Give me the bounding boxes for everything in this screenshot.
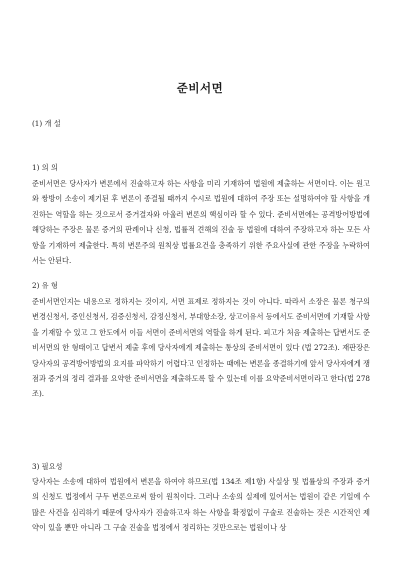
document-title: 준비서면: [176, 81, 224, 95]
subheading-necessity: 3) 필요성: [32, 462, 63, 471]
subheading-types: 2) 유 형: [32, 281, 58, 290]
paragraph-necessity: 당사자는 소송에 대하여 법원에서 변론을 하여야 하므로(법 134조 제1항) 사실상 및 법률상의 주장과 증거의 신청도 법정에서 구두 변론으로써 함이 원칙이다. 그러나 소송의 실제에 있어서는 법원이 같은 기일에 수많은 사건을 심리하기 때문에 당사자가 진술하고자 하는 사항을 확정없이 구술로 진술하는 것은 시간적인 제약이 있을 뿐만 아니라 그 구술 진술을 법정에서 정리하는 것만으로는 법원이나 상: [32, 477, 370, 533]
paragraph-meaning: 준비서면은 당사자가 변론에서 진술하고자 하는 사항을 미리 기재하여 법원에 제출하는 서면이다. 이는 원고와 쌍방이 소송이 제기된 후 변론이 종결될 때까지 수시로 법원에 대하여 주장 또는 설명하여야 할 사항을 개진하는 역할을 하는 것으로서 증거결자와 아울러 변론의 핵심이라 할 수 있다. 준비서면에는 공격방어방법에 해당하는 주장은 물론 증거의 판례이나 신청, 법률적 견해의 진술 등 법원에 대하여 주장하고자 하는 모든 사항을 기재하여 제출한다. 특히 변론주의 원칙상 법률요건을 충족하기 위한 주요사실에 관한 주장을 누락하여서는 안된다.: [32, 179, 370, 266]
subheading-meaning: 1) 의 의: [32, 163, 58, 172]
paragraph-types: 준비서면인지는 내용으로 정하지는 것이지, 서면 표제로 정하지는 것이 아니다. 따라서 소장은 물론 청구의 변경신청서, 증인신청서, 검증신청서, 감정신청서, 부대항소장, 상고이유서 등에서도 준비서면에 기재할 사항을 기재할 수 있고 그 한도에서 이들 서면이 준비서면의 역할을 하게 된다. 피고가 처음 제출하는 답변서도 준비서면의 한 형태이고 답변서 제출 후에 당사자에게 제출하는 통상의 준비서면이 있다 (법 272조). 재판장은 당사자의 공격방어방법의 요지를 파악하기 어렵다고 인정하는 때에는 변론을 종결하기에 앞서 당사자에게 쟁점과 증거의 정리 결과를 요약한 준비서면을 제출하도록 할 수 있는데 이를 요약준비서면이라고 한다(법 278조).: [32, 297, 370, 399]
section-heading-overview: (1) 개 설: [32, 119, 61, 128]
